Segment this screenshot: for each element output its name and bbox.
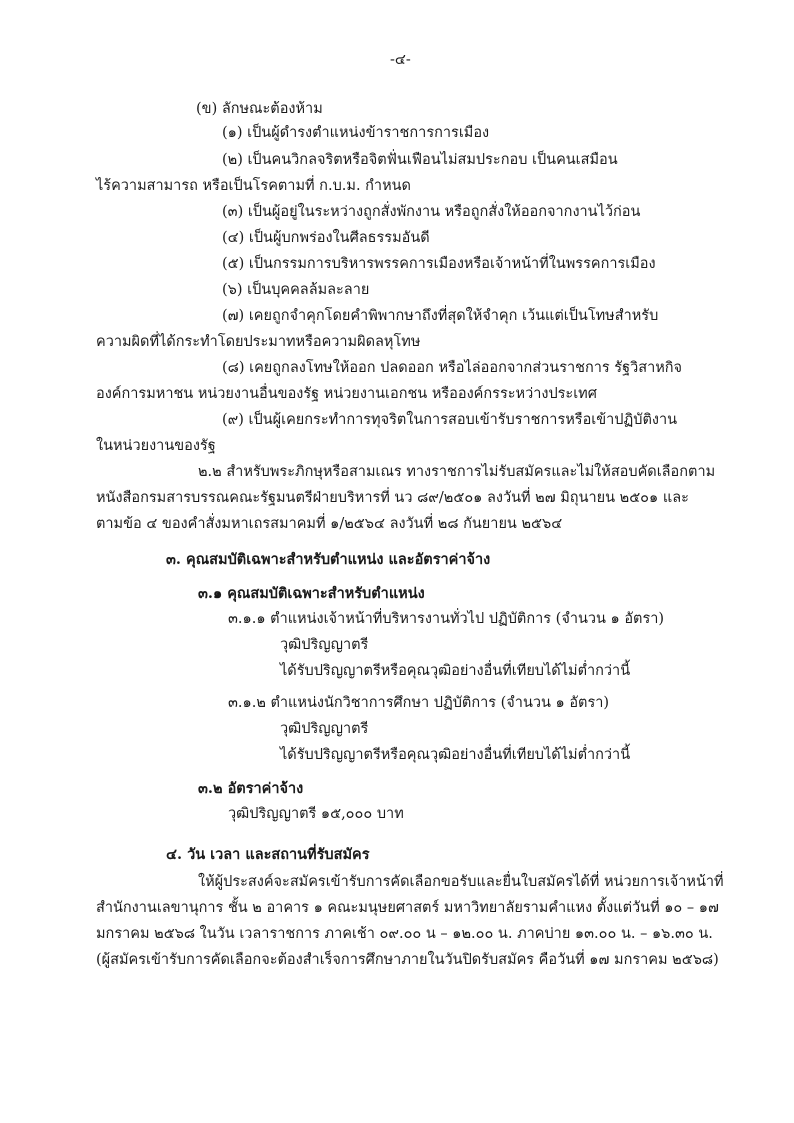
prohibited-item-2: (๒) เป็นคนวิกลจริตหรือจิตฟั่นเฟือนไม่สมประกอบ เป็นคนเสมือน: [222, 152, 618, 168]
prohibited-item-8-cont: องค์การมหาชน หน่วยงานอื่นของรัฐ หน่วยงานเอกชน หรือองค์กรระหว่างประเทศ: [96, 386, 597, 402]
position-2-degree: วุฒิปริญญาตรี: [280, 721, 369, 737]
section-3-heading: ๓. คุณสมบัติเฉพาะสำหรับตำแหน่ง และอัตราค่าจ้าง: [166, 551, 491, 568]
clause-2-2-line-3: ตามข้อ ๔ ของคำสั่งมหาเถรสมาคมที่ ๑/๒๕๖๔ ลงวันที่ ๒๘ กันยายน ๒๕๖๔: [96, 516, 563, 532]
section-4-line-1: ให้ผู้ประสงค์จะสมัครเข้ารับการคัดเลือกขอรับและยื่นใบสมัครได้ที่ หน่วยการเจ้าหน้าที่: [198, 874, 724, 890]
prohibited-item-9: (๙) เป็นผู้เคยกระทำการทุจริตในการสอบเข้ารับราชการหรือเข้าปฏิบัติงาน: [222, 412, 677, 428]
prohibited-item-2-cont: ไร้ความสามารถ หรือเป็นโรคตามที่ ก.บ.ม. กำหนด: [96, 178, 411, 194]
section-3-2-heading: ๓.๒ อัตราค่าจ้าง: [198, 780, 304, 797]
section-4-line-3: มกราคม ๒๕๖๘ ในวัน เวลาราชการ ภาคเช้า ๐๙.๐๐ น – ๑๒.๐๐ น. ภาคบ่าย ๑๓.๐๐ น. – ๑๖.๓๐ น.: [96, 926, 713, 942]
prohibited-item-4: (๔) เป็นผู้บกพร่องในศีลธรรมอันดี: [222, 230, 430, 246]
position-2-requirement: ได้รับปริญญาตรีหรือคุณวุฒิอย่างอื่นที่เทียบได้ไม่ต่ำกว่านี้: [280, 747, 631, 763]
prohibited-item-7-cont: ความผิดที่ได้กระทำโดยประมาทหรือความผิดลหุโทษ: [96, 334, 421, 350]
clause-2-2-line-2: หนังสือกรมสารบรรณคณะรัฐมนตรีฝ่ายบริหารที่ นว ๘๙/๒๕๐๑ ลงวันที่ ๒๗ มิถุนายน ๒๕๐๑ และ: [96, 490, 689, 506]
section-4-line-4: (ผู้สมัครเข้ารับการคัดเลือกจะต้องสำเร็จการศึกษาภายในวันปิดรับสมัคร คือวันที่ ๑๗ มกราคม ๒๕๖๘): [96, 952, 719, 968]
prohibited-item-1: (๑) เป็นผู้ดำรงตำแหน่งข้าราชการการเมือง: [222, 125, 490, 141]
section-4-line-2: สำนักงานเลขานุการ ชั้น ๒ อาคาร ๑ คณะมนุษยศาสตร์ มหาวิทยาลัยรามคำแหง ตั้งแต่วันที่ ๑๐ – ๑๗: [96, 900, 719, 916]
wage-line: วุฒิปริญญาตรี ๑๕,๐๐๐ บาท: [228, 806, 404, 822]
clause-2-2-line-1: ๒.๒ สำหรับพระภิกษุหรือสามเณร ทางราชการไม่รับสมัครและไม่ให้สอบคัดเลือกตาม: [198, 464, 716, 480]
position-1-requirement: ได้รับปริญญาตรีหรือคุณวุฒิอย่างอื่นที่เทียบได้ไม่ต่ำกว่านี้: [280, 663, 631, 679]
prohibited-item-5: (๕) เป็นกรรมการบริหารพรรคการเมืองหรือเจ้าหน้าที่ในพรรคการเมือง: [222, 256, 656, 272]
page-number: -๔-: [390, 52, 411, 68]
section-3-1-heading: ๓.๑ คุณสมบัติเฉพาะสำหรับตำแหน่ง: [198, 585, 425, 602]
position-1-degree: วุฒิปริญญาตรี: [280, 637, 369, 653]
prohibited-item-9-cont: ในหน่วยงานของรัฐ: [96, 438, 216, 454]
position-2-title: ๓.๑.๒ ตำแหน่งนักวิชาการศึกษา ปฏิบัติการ (จำนวน ๑ อัตรา): [228, 695, 610, 711]
prohibited-item-6: (๖) เป็นบุคคลล้มละลาย: [222, 282, 370, 298]
prohibited-item-3: (๓) เป็นผู้อยู่ในระหว่างถูกสั่งพักงาน หรือถูกสั่งให้ออกจากงานไว้ก่อน: [222, 204, 641, 220]
prohibited-heading: (ข) ลักษณะต้องห้าม: [196, 101, 323, 117]
position-1-title: ๓.๑.๑ ตำแหน่งเจ้าหน้าที่บริหารงานทั่วไป ปฏิบัติการ (จำนวน ๑ อัตรา): [228, 611, 665, 627]
prohibited-item-7: (๗) เคยถูกจำคุกโดยคำพิพากษาถึงที่สุดให้จำคุก เว้นแต่เป็นโทษสำหรับ: [222, 308, 659, 324]
prohibited-item-8: (๘) เคยถูกลงโทษให้ออก ปลดออก หรือไล่ออกจากส่วนราชการ รัฐวิสาหกิจ: [222, 360, 683, 376]
section-4-heading: ๔. วัน เวลา และสถานที่รับสมัคร: [166, 846, 370, 863]
